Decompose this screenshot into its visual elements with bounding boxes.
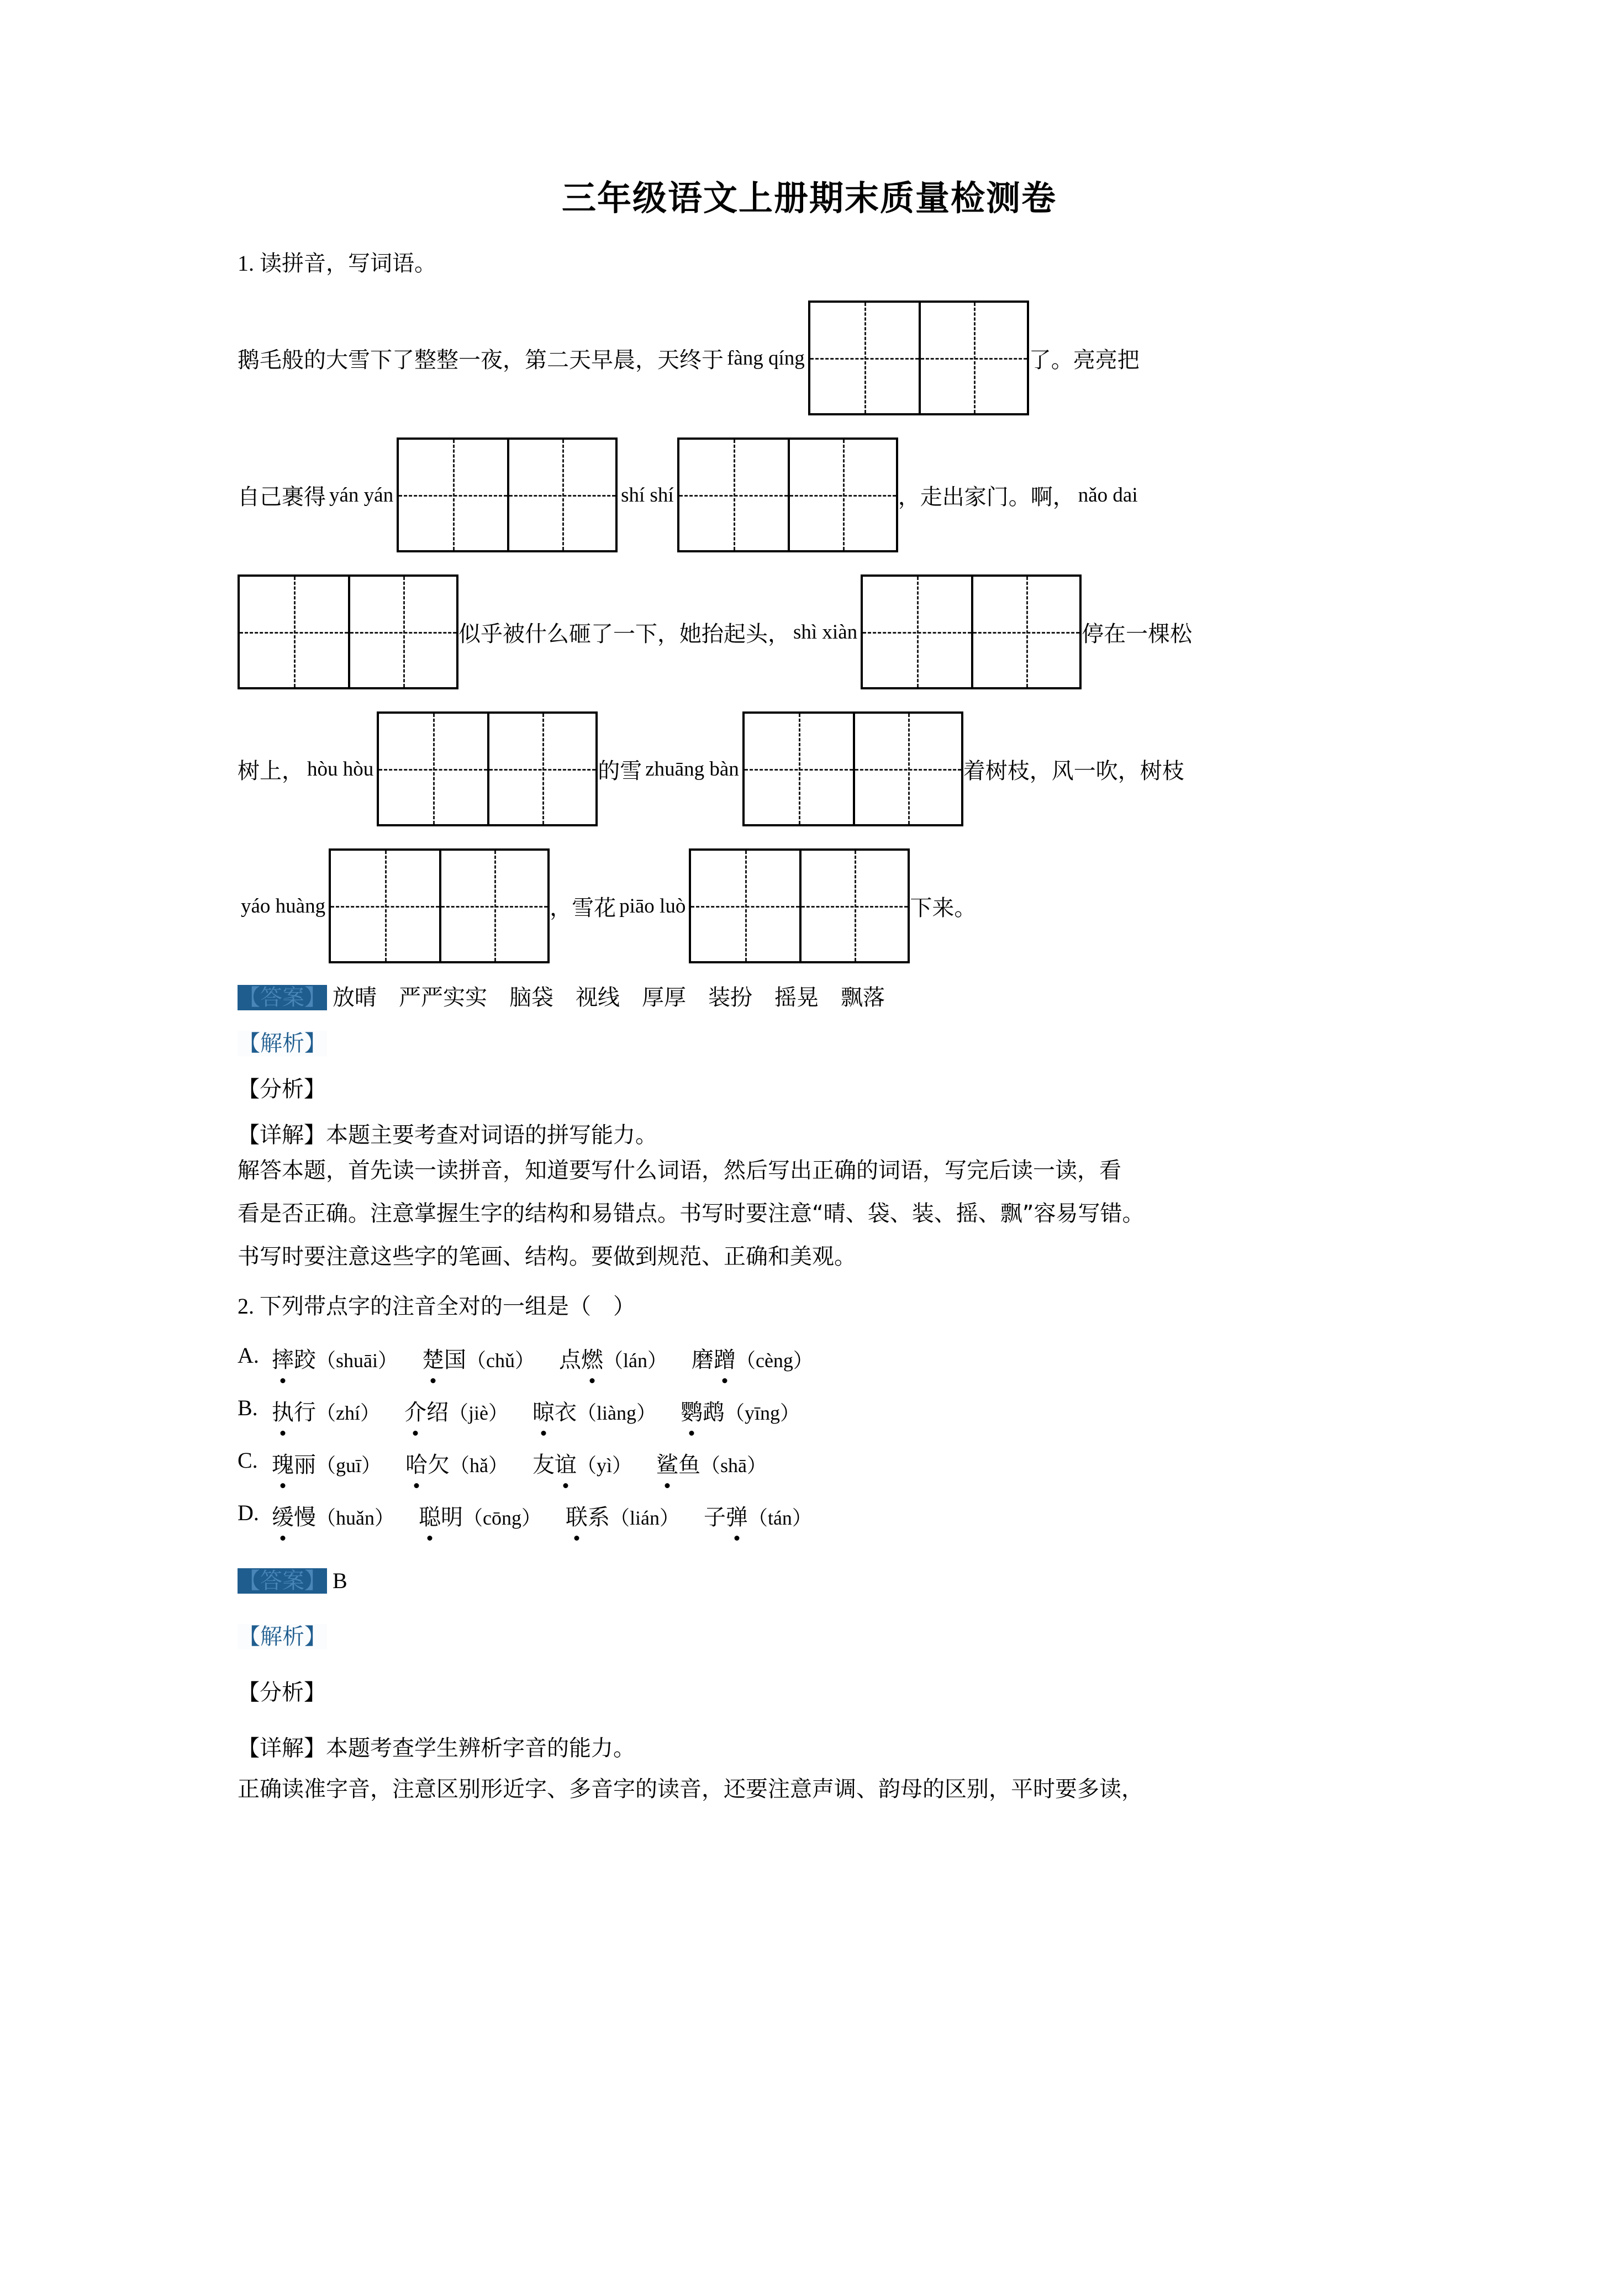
grid-cell[interactable] bbox=[439, 851, 547, 961]
option-word-post: 明 bbox=[440, 1505, 463, 1531]
fill-row-5 bbox=[238, 848, 1381, 963]
option-a-item-4 bbox=[692, 1342, 813, 1374]
option-b-item-1 bbox=[272, 1395, 380, 1426]
option-a-item-3 bbox=[559, 1342, 667, 1374]
option-pron: （guī） bbox=[316, 1454, 382, 1477]
writing-grid[interactable] bbox=[742, 711, 963, 826]
fill-text: 鹅毛般的大雪下了整整一夜，第二天早晨，天终于 bbox=[238, 347, 724, 373]
question-1-solution-line bbox=[238, 1026, 1381, 1057]
pinyin-yaohuang: yáo huàng bbox=[241, 894, 326, 918]
question-2-number: 2. bbox=[238, 1294, 254, 1319]
pinyin-zhuangban: zhuāng bàn bbox=[645, 757, 739, 781]
fill-text: 下来。 bbox=[910, 895, 977, 921]
option-c-item-4 bbox=[656, 1447, 767, 1479]
option-word-dotted: 瑰 bbox=[272, 1447, 294, 1479]
grid-cell[interactable] bbox=[919, 303, 1027, 413]
writing-grid[interactable] bbox=[397, 437, 618, 552]
pinyin-piaoluo: piāo luò bbox=[619, 894, 686, 918]
detail-text: 本题考查学生辨析字音的能力。 bbox=[326, 1736, 635, 1762]
writing-grid[interactable] bbox=[238, 574, 458, 689]
option-word-post: 行 bbox=[294, 1400, 316, 1426]
question-2-detail-line bbox=[238, 1731, 1381, 1762]
option-b-item-4 bbox=[681, 1395, 800, 1426]
option-b[interactable] bbox=[238, 1395, 1381, 1426]
fill-row-3 bbox=[238, 574, 1381, 689]
option-c-item-2 bbox=[405, 1447, 508, 1479]
question-2-answer-line bbox=[238, 1563, 1381, 1595]
grid-cell[interactable] bbox=[487, 714, 595, 824]
question-1-detail-line bbox=[238, 1117, 1381, 1149]
grid-cell[interactable] bbox=[810, 303, 919, 413]
writing-grid[interactable] bbox=[861, 574, 1082, 689]
option-c-item-3 bbox=[532, 1447, 632, 1479]
option-word-dotted: 晾 bbox=[532, 1395, 555, 1426]
option-word-post: 鱼 bbox=[678, 1452, 701, 1478]
pinyin-shishi: shí shí bbox=[621, 483, 674, 507]
option-d-item-1 bbox=[272, 1500, 394, 1531]
option-word-dotted: 燃 bbox=[581, 1342, 603, 1374]
option-a-item-2 bbox=[422, 1342, 535, 1374]
pinyin-yanyan: yán yán bbox=[329, 483, 394, 507]
writing-grid[interactable] bbox=[329, 848, 550, 963]
option-d-item-2 bbox=[419, 1500, 541, 1531]
page-title: 三年级语文上册期末质量检测卷 bbox=[561, 178, 1057, 218]
writing-grid[interactable] bbox=[808, 301, 1029, 415]
option-pron: （cōng） bbox=[462, 1507, 541, 1530]
option-pron: （shā） bbox=[700, 1454, 767, 1477]
solution-tag: 【解析】 bbox=[238, 1031, 326, 1057]
option-word-dotted: 弹 bbox=[726, 1500, 748, 1531]
fill-text: 着树枝，风一吹，树枝 bbox=[963, 758, 1184, 784]
option-word-post: 系 bbox=[587, 1505, 610, 1531]
question-1-explain-2: 看是否正确。注意掌握生字的结构和易错点。书写时要注意“晴、袋、装、摇、飘”容易写错。 bbox=[238, 1201, 1145, 1227]
question-1-analysis-line bbox=[238, 1072, 1381, 1103]
question-2-solution-line bbox=[238, 1619, 1381, 1651]
option-word-dotted: 聪 bbox=[419, 1500, 441, 1531]
solution-tag: 【解析】 bbox=[238, 1624, 326, 1650]
answer-value: B bbox=[333, 1568, 347, 1594]
analysis-tag: 【分析】 bbox=[238, 1077, 326, 1103]
option-word-pre: 友 bbox=[532, 1452, 555, 1478]
grid-cell[interactable] bbox=[507, 440, 615, 550]
fill-text: 了。亮亮把 bbox=[1029, 347, 1140, 373]
option-word-dotted: 谊 bbox=[555, 1447, 577, 1479]
grid-cell[interactable] bbox=[971, 577, 1079, 687]
option-c-letter: C. bbox=[238, 1448, 258, 1473]
fill-text: 停在一棵松 bbox=[1082, 621, 1193, 647]
fill-text: 的雪 bbox=[598, 758, 642, 784]
option-a-letter: A. bbox=[238, 1343, 259, 1368]
grid-cell[interactable] bbox=[788, 440, 896, 550]
option-word-post: 衣 bbox=[554, 1400, 577, 1426]
question-1-explain-3: 书写时要注意这些字的笔画、结构。要做到规范、正确和美观。 bbox=[238, 1244, 856, 1270]
option-a[interactable] bbox=[238, 1342, 1381, 1374]
grid-cell[interactable] bbox=[863, 577, 971, 687]
grid-cell[interactable] bbox=[240, 577, 348, 687]
writing-grid[interactable] bbox=[377, 711, 598, 826]
option-pron: （tán） bbox=[747, 1507, 812, 1530]
option-pron: （yì） bbox=[577, 1454, 632, 1477]
option-word-dotted: 鹦 bbox=[681, 1395, 703, 1426]
question-2-analysis-line bbox=[238, 1675, 1381, 1706]
option-pron: （hǎ） bbox=[450, 1454, 508, 1477]
answer-value: 放晴 严严实实 脑袋 视线 厚厚 装扮 摇晃 飘落 bbox=[333, 985, 885, 1011]
detail-text: 本题主要考查对词语的拼写能力。 bbox=[326, 1122, 657, 1148]
option-word-post: 慢 bbox=[294, 1505, 316, 1531]
grid-cell[interactable] bbox=[399, 440, 507, 550]
option-word-pre: 子 bbox=[703, 1505, 726, 1531]
grid-cell[interactable] bbox=[853, 714, 961, 824]
option-c-item-1 bbox=[272, 1447, 381, 1479]
grid-cell[interactable] bbox=[745, 714, 853, 824]
question-1-number: 1. bbox=[238, 251, 254, 276]
option-word-dotted: 介 bbox=[404, 1395, 426, 1426]
question-1-answer-line bbox=[238, 980, 1381, 1011]
option-c[interactable] bbox=[238, 1447, 1381, 1479]
option-word-pre: 点 bbox=[558, 1347, 581, 1373]
option-b-letter: B. bbox=[238, 1395, 258, 1421]
option-pron: （chǔ） bbox=[466, 1349, 535, 1372]
pinyin-fangqing: fàng qíng bbox=[727, 346, 805, 370]
option-pron: （zhí） bbox=[316, 1402, 380, 1425]
option-word-post: 国 bbox=[444, 1347, 466, 1373]
option-word-dotted: 缓 bbox=[272, 1500, 294, 1531]
option-d-letter: D. bbox=[238, 1500, 259, 1526]
fill-text: 树上， bbox=[238, 758, 304, 784]
option-pron: （huǎn） bbox=[316, 1507, 394, 1530]
question-1-explain-1: 解答本题，首先读一读拼音，知道要写什么词语，然后写出正确的词语，写完后读一读，看 bbox=[238, 1158, 1121, 1184]
answer-tag: 【答案】 bbox=[238, 1568, 326, 1594]
analysis-tag: 【分析】 bbox=[238, 1680, 326, 1706]
grid-cell[interactable] bbox=[379, 714, 487, 824]
option-word-post: 欠 bbox=[428, 1452, 450, 1478]
option-word-dotted: 蹭 bbox=[714, 1342, 736, 1374]
pinyin-shixian: shì xiàn bbox=[793, 620, 858, 644]
fill-text: ，雪花 bbox=[550, 895, 616, 921]
option-word-post: 绍 bbox=[426, 1400, 449, 1426]
grid-cell[interactable] bbox=[331, 851, 439, 961]
option-b-item-3 bbox=[532, 1395, 656, 1426]
option-d[interactable] bbox=[238, 1500, 1381, 1531]
option-d-item-3 bbox=[566, 1500, 679, 1531]
grid-cell[interactable] bbox=[348, 577, 456, 687]
fill-row-1 bbox=[238, 301, 1381, 415]
page-content bbox=[238, 0, 1381, 1811]
option-word-pre: 磨 bbox=[691, 1347, 714, 1373]
option-b-item-2 bbox=[404, 1395, 508, 1426]
option-pron: （lián） bbox=[609, 1507, 679, 1530]
grid-cell[interactable] bbox=[799, 851, 908, 961]
fill-text: ，走出家门。啊， bbox=[898, 484, 1075, 510]
option-word-post: 丽 bbox=[294, 1452, 316, 1478]
option-word-post: 鹉 bbox=[702, 1400, 725, 1426]
fill-text: 自己裹得 bbox=[238, 484, 326, 510]
option-pron: （shuāi） bbox=[316, 1349, 398, 1372]
detail-tag: 【详解】 bbox=[238, 1122, 326, 1148]
question-1-stem-text: 读拼音，写词语。 bbox=[260, 251, 436, 277]
option-word-dotted: 楚 bbox=[422, 1342, 444, 1374]
question-1-stem bbox=[238, 249, 1381, 278]
option-a-item-1 bbox=[272, 1342, 398, 1374]
option-word-dotted: 摔 bbox=[272, 1342, 294, 1374]
detail-tag: 【详解】 bbox=[238, 1736, 326, 1762]
grid-cell[interactable] bbox=[691, 851, 799, 961]
option-pron: （yīng） bbox=[724, 1402, 800, 1425]
question-2-stem bbox=[238, 1291, 1381, 1321]
fill-row-2 bbox=[238, 437, 1381, 552]
pinyin-naodai: nǎo dai bbox=[1078, 483, 1138, 507]
option-d-item-4 bbox=[704, 1500, 812, 1531]
option-word-post: 跤 bbox=[294, 1347, 316, 1373]
option-word-dotted: 联 bbox=[566, 1500, 588, 1531]
answer-tag: 【答案】 bbox=[238, 985, 326, 1011]
writing-grid[interactable] bbox=[677, 437, 898, 552]
pinyin-houhou: hòu hòu bbox=[307, 757, 374, 781]
question-2-explain-1: 正确读准字音，注意区别形近字、多音字的读音，还要注意声调、韵母的区别，平时要多读， bbox=[238, 1776, 1143, 1802]
writing-grid[interactable] bbox=[689, 848, 910, 963]
grid-cell[interactable] bbox=[679, 440, 788, 550]
fill-text: 似乎被什么砸了一下，她抬起头， bbox=[458, 621, 790, 647]
option-word-dotted: 执 bbox=[272, 1395, 294, 1426]
option-pron: （jiè） bbox=[448, 1402, 508, 1425]
option-pron: （lán） bbox=[603, 1349, 667, 1372]
fill-row-4 bbox=[238, 711, 1381, 826]
option-word-dotted: 哈 bbox=[405, 1447, 428, 1479]
option-pron: （liàng） bbox=[576, 1402, 656, 1425]
option-word-dotted: 鲨 bbox=[656, 1447, 678, 1479]
option-pron: （cèng） bbox=[735, 1349, 813, 1372]
question-2-stem-text: 下列带点字的注音全对的一组是（ ） bbox=[260, 1294, 635, 1320]
